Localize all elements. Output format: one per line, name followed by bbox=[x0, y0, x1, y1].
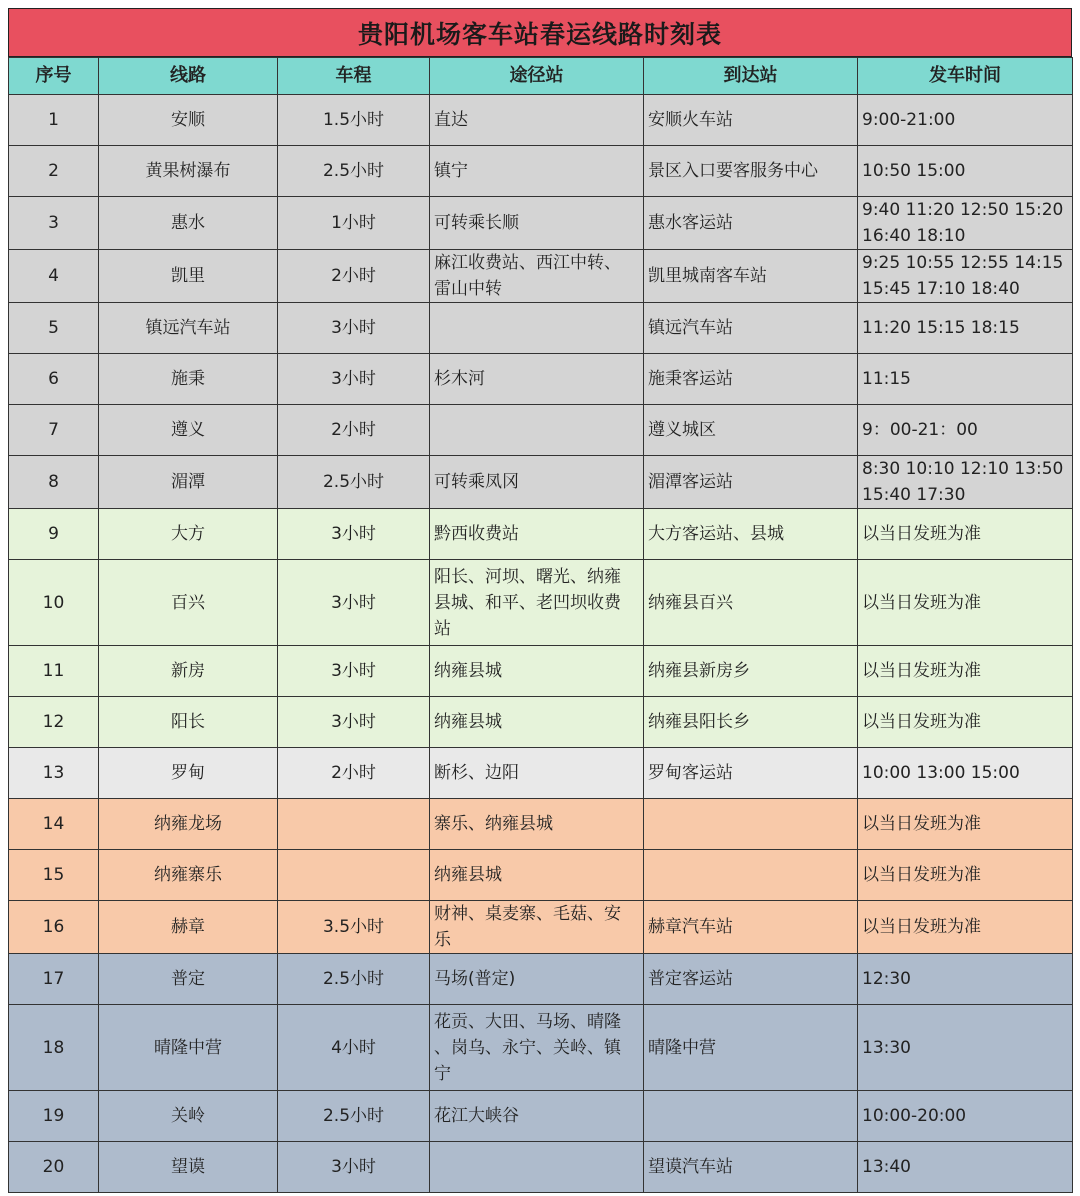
cell-route: 湄潭 bbox=[99, 456, 278, 509]
cell-no: 18 bbox=[9, 1005, 99, 1091]
cell-route: 纳雍龙场 bbox=[99, 799, 278, 850]
cell-route: 遵义 bbox=[99, 405, 278, 456]
cell-via: 断杉、边阳 bbox=[430, 748, 644, 799]
cell-departure: 以当日发班为准 bbox=[858, 560, 1073, 646]
cell-dest: 纳雍县百兴 bbox=[644, 560, 858, 646]
table-row bbox=[9, 509, 1073, 560]
cell-route: 普定 bbox=[99, 954, 278, 1005]
cell-departure: 以当日发班为准 bbox=[858, 509, 1073, 560]
timetable bbox=[8, 57, 1073, 1193]
cell-no: 10 bbox=[9, 560, 99, 646]
table-row bbox=[9, 354, 1073, 405]
cell-departure: 以当日发班为准 bbox=[858, 901, 1073, 954]
cell-via: 寨乐、纳雍县城 bbox=[430, 799, 644, 850]
cell-no: 5 bbox=[9, 303, 99, 354]
header-duration: 车程 bbox=[278, 58, 430, 95]
cell-no: 14 bbox=[9, 799, 99, 850]
cell-dest: 望谟汽车站 bbox=[644, 1142, 858, 1193]
cell-no: 15 bbox=[9, 850, 99, 901]
cell-no: 13 bbox=[9, 748, 99, 799]
cell-no: 19 bbox=[9, 1091, 99, 1142]
header-row bbox=[9, 58, 1073, 95]
cell-departure: 11:20 15:15 18:15 bbox=[858, 303, 1073, 354]
cell-via: 麻江收费站、西江中转、 雷山中转 bbox=[430, 250, 644, 303]
cell-no: 8 bbox=[9, 456, 99, 509]
cell-route: 大方 bbox=[99, 509, 278, 560]
cell-duration: 3小时 bbox=[278, 509, 430, 560]
cell-route: 施秉 bbox=[99, 354, 278, 405]
cell-no: 11 bbox=[9, 646, 99, 697]
cell-departure: 9:00-21:00 bbox=[858, 95, 1073, 146]
cell-duration: 3小时 bbox=[278, 1142, 430, 1193]
cell-dest: 湄潭客运站 bbox=[644, 456, 858, 509]
cell-route: 新房 bbox=[99, 646, 278, 697]
table-row bbox=[9, 799, 1073, 850]
cell-dest bbox=[644, 799, 858, 850]
table-row bbox=[9, 250, 1073, 303]
cell-via: 财神、桌麦寨、毛菇、安 乐 bbox=[430, 901, 644, 954]
cell-departure: 13:40 bbox=[858, 1142, 1073, 1193]
cell-departure: 9：00-21：00 bbox=[858, 405, 1073, 456]
cell-dest: 晴隆中营 bbox=[644, 1005, 858, 1091]
table-row bbox=[9, 303, 1073, 354]
cell-route: 惠水 bbox=[99, 197, 278, 250]
header-departure: 发车时间 bbox=[858, 58, 1073, 95]
cell-route: 安顺 bbox=[99, 95, 278, 146]
table-row bbox=[9, 1142, 1073, 1193]
cell-duration: 3.5小时 bbox=[278, 901, 430, 954]
table-row bbox=[9, 1091, 1073, 1142]
cell-route: 镇远汽车站 bbox=[99, 303, 278, 354]
cell-duration: 4小时 bbox=[278, 1005, 430, 1091]
cell-via: 直达 bbox=[430, 95, 644, 146]
cell-dest: 遵义城区 bbox=[644, 405, 858, 456]
cell-dest: 大方客运站、县城 bbox=[644, 509, 858, 560]
cell-via bbox=[430, 1142, 644, 1193]
cell-no: 17 bbox=[9, 954, 99, 1005]
cell-departure: 以当日发班为准 bbox=[858, 646, 1073, 697]
header-via: 途径站 bbox=[430, 58, 644, 95]
page-title: 贵阳机场客车站春运线路时刻表 bbox=[8, 8, 1072, 57]
table-row bbox=[9, 456, 1073, 509]
cell-via: 花贡、大田、马场、晴隆 、岗乌、永宁、关岭、镇 宁 bbox=[430, 1005, 644, 1091]
cell-dest: 景区入口要客服务中心 bbox=[644, 146, 858, 197]
cell-via: 杉木河 bbox=[430, 354, 644, 405]
cell-dest bbox=[644, 850, 858, 901]
cell-no: 4 bbox=[9, 250, 99, 303]
cell-via: 马场(普定) bbox=[430, 954, 644, 1005]
cell-route: 罗甸 bbox=[99, 748, 278, 799]
cell-dest: 纳雍县新房乡 bbox=[644, 646, 858, 697]
table-row bbox=[9, 954, 1073, 1005]
cell-via: 镇宁 bbox=[430, 146, 644, 197]
cell-via bbox=[430, 303, 644, 354]
cell-dest: 安顺火车站 bbox=[644, 95, 858, 146]
cell-no: 2 bbox=[9, 146, 99, 197]
cell-dest: 惠水客运站 bbox=[644, 197, 858, 250]
header-route: 线路 bbox=[99, 58, 278, 95]
cell-via: 花江大峡谷 bbox=[430, 1091, 644, 1142]
cell-duration: 2.5小时 bbox=[278, 1091, 430, 1142]
cell-duration: 2小时 bbox=[278, 405, 430, 456]
cell-via: 黔西收费站 bbox=[430, 509, 644, 560]
cell-route: 黄果树瀑布 bbox=[99, 146, 278, 197]
cell-departure: 以当日发班为准 bbox=[858, 799, 1073, 850]
cell-dest: 赫章汽车站 bbox=[644, 901, 858, 954]
header-dest: 到达站 bbox=[644, 58, 858, 95]
cell-dest: 凯里城南客车站 bbox=[644, 250, 858, 303]
cell-duration: 3小时 bbox=[278, 303, 430, 354]
table-row bbox=[9, 850, 1073, 901]
cell-via: 可转乘长顺 bbox=[430, 197, 644, 250]
cell-no: 7 bbox=[9, 405, 99, 456]
cell-via: 可转乘凤冈 bbox=[430, 456, 644, 509]
cell-duration: 3小时 bbox=[278, 697, 430, 748]
cell-departure: 10:50 15:00 bbox=[858, 146, 1073, 197]
cell-route: 纳雍寨乐 bbox=[99, 850, 278, 901]
table-row bbox=[9, 1005, 1073, 1091]
table-row bbox=[9, 95, 1073, 146]
cell-via: 纳雍县城 bbox=[430, 850, 644, 901]
cell-duration: 2.5小时 bbox=[278, 954, 430, 1005]
timetable-sheet bbox=[8, 8, 1072, 1193]
cell-departure: 10:00-20:00 bbox=[858, 1091, 1073, 1142]
cell-no: 20 bbox=[9, 1142, 99, 1193]
cell-no: 6 bbox=[9, 354, 99, 405]
cell-departure: 8:30 10:10 12:10 13:50 15:40 17:30 bbox=[858, 456, 1073, 509]
cell-route: 赫章 bbox=[99, 901, 278, 954]
cell-via: 纳雍县城 bbox=[430, 646, 644, 697]
cell-duration: 1小时 bbox=[278, 197, 430, 250]
table-row bbox=[9, 197, 1073, 250]
cell-duration bbox=[278, 799, 430, 850]
cell-route: 凯里 bbox=[99, 250, 278, 303]
cell-duration: 2.5小时 bbox=[278, 146, 430, 197]
cell-departure: 以当日发班为准 bbox=[858, 697, 1073, 748]
table-row bbox=[9, 901, 1073, 954]
cell-dest bbox=[644, 1091, 858, 1142]
cell-duration: 3小时 bbox=[278, 646, 430, 697]
table-row bbox=[9, 748, 1073, 799]
cell-departure: 13:30 bbox=[858, 1005, 1073, 1091]
cell-duration: 2小时 bbox=[278, 748, 430, 799]
cell-route: 望谟 bbox=[99, 1142, 278, 1193]
cell-departure: 9:25 10:55 12:55 14:15 15:45 17:10 18:40 bbox=[858, 250, 1073, 303]
cell-duration: 2.5小时 bbox=[278, 456, 430, 509]
header-no: 序号 bbox=[9, 58, 99, 95]
table-row bbox=[9, 146, 1073, 197]
cell-route: 晴隆中营 bbox=[99, 1005, 278, 1091]
cell-duration: 2小时 bbox=[278, 250, 430, 303]
cell-no: 12 bbox=[9, 697, 99, 748]
cell-dest: 普定客运站 bbox=[644, 954, 858, 1005]
cell-route: 关岭 bbox=[99, 1091, 278, 1142]
cell-route: 百兴 bbox=[99, 560, 278, 646]
cell-dest: 罗甸客运站 bbox=[644, 748, 858, 799]
table-row bbox=[9, 405, 1073, 456]
table-row bbox=[9, 646, 1073, 697]
cell-departure: 9:40 11:20 12:50 15:20 16:40 18:10 bbox=[858, 197, 1073, 250]
cell-no: 3 bbox=[9, 197, 99, 250]
cell-duration: 3小时 bbox=[278, 354, 430, 405]
cell-via bbox=[430, 405, 644, 456]
cell-via: 纳雍县城 bbox=[430, 697, 644, 748]
cell-no: 1 bbox=[9, 95, 99, 146]
cell-no: 9 bbox=[9, 509, 99, 560]
cell-dest: 纳雍县阳长乡 bbox=[644, 697, 858, 748]
cell-no: 16 bbox=[9, 901, 99, 954]
cell-via: 阳长、河坝、曙光、纳雍 县城、和平、老凹坝收费 站 bbox=[430, 560, 644, 646]
cell-duration: 1.5小时 bbox=[278, 95, 430, 146]
cell-duration bbox=[278, 850, 430, 901]
cell-duration: 3小时 bbox=[278, 560, 430, 646]
table-row bbox=[9, 560, 1073, 646]
cell-route: 阳长 bbox=[99, 697, 278, 748]
cell-dest: 施秉客运站 bbox=[644, 354, 858, 405]
cell-departure: 12:30 bbox=[858, 954, 1073, 1005]
cell-departure: 11:15 bbox=[858, 354, 1073, 405]
cell-departure: 10:00 13:00 15:00 bbox=[858, 748, 1073, 799]
table-row bbox=[9, 697, 1073, 748]
cell-departure: 以当日发班为准 bbox=[858, 850, 1073, 901]
cell-dest: 镇远汽车站 bbox=[644, 303, 858, 354]
